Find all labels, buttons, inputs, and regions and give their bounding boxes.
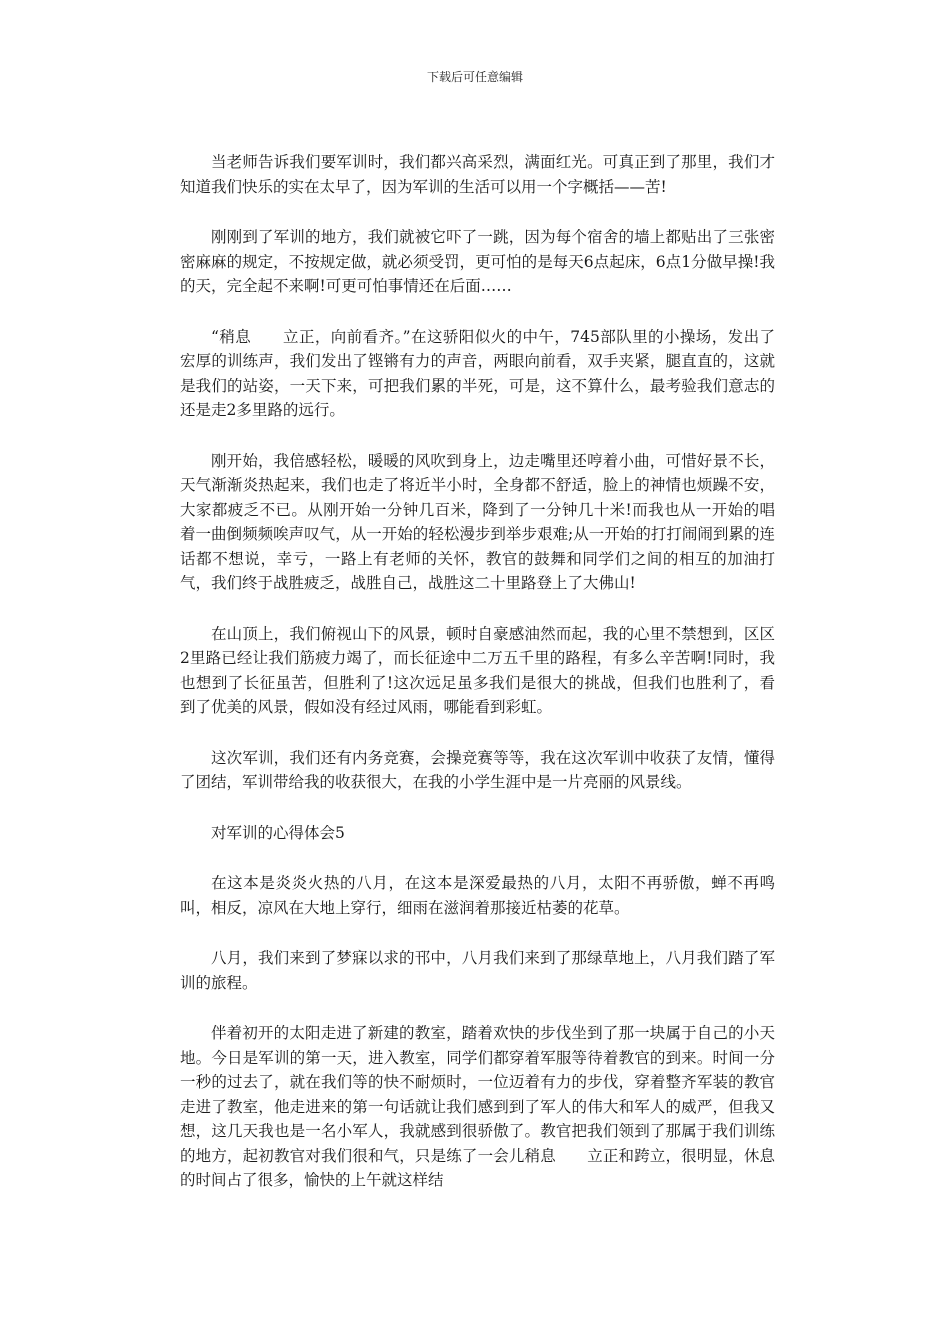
page-header: 下载后可任意编辑: [426, 70, 523, 84]
paragraph-1: 当老师告诉我们要军训时，我们都兴高采烈，满面红光。可真正到了那里，我们才知道我们快乐的实在太早了，因为军训的生活可以用一个字概括——苦!: [180, 153, 775, 196]
paragraph-5: 在山顶上，我们俯视山下的风景，顿时自豪感油然而起，我的心里不禁想到，区区2里路已经让我们筋疲力竭了，而长征途中二万五千里的路程，有多么辛苦啊!同时，我也想到了长征虽苦，但胜利了!这次远足虽多我们是很大的挑战，但我们也胜利了，看到了优美的风景，假如没有经过风雨，哪能看到彩虹。: [180, 624, 775, 716]
section-heading: 对军训的心得体会5: [211, 823, 345, 842]
paragraph-8: 八月，我们来到了梦寐以求的邗中，八月我们来到了那绿草地上，八月我们踏了军训的旅程。: [180, 949, 775, 992]
paragraph-4: 刚开始，我倍感轻松，暖暖的风吹到身上，边走嘴里还哼着小曲，可惜好景不长，天气渐渐炎热起来，我们也走了将近半小时，全身都不舒适，脸上的神情也烦躁不安，大家都疲乏不已。从刚开始一分钟几百米，降到了一分钟几十米!而我也从一开始的唱着一曲倒频频唉声叹气，从一开始的轻松漫步到举步艰难;从一开始的打打闹闹到累的连话都不想说，幸亏，一路上有老师的关怀，教官的鼓舞和同学们之间的相互的加油打气，我们终于战胜疲乏，战胜自己，战胜这二十里路登上了大佛山!: [180, 451, 775, 592]
paragraph-2: 刚刚到了军训的地方，我们就被它吓了一跳，因为每个宿舍的墙上都贴出了三张密密麻麻的规定，不按规定做，就必须受罚，更可怕的是每天6点起床，6点1分做早操!我的天，完全起不来啊!可更可怕事情还在后面……: [180, 228, 775, 295]
document-body: [180, 150, 775, 1219]
paragraph-7: 在这本是炎炎火热的八月，在这本是深爱最热的八月，太阳不再骄傲，蝉不再鸣叫，相反，凉风在大地上穿行，细雨在滋润着那接近枯萎的花草。: [180, 874, 775, 917]
paragraph-3: “稍息 立正，向前看齐。”在这骄阳似火的中午，745部队里的小操场，发出了宏厚的训练声，我们发出了铿锵有力的声音，两眼向前看，双手夹紧，腿直直的，这就是我们的站姿，一天下来，可把我们累的半死，可是，这不算什么，最考验我们意志的还是走2多里路的远行。: [180, 327, 775, 419]
paragraph-9: 伴着初开的太阳走进了新建的教室，踏着欢快的步伐坐到了那一块属于自己的小天地。今日是军训的第一天，进入教室，同学们都穿着军服等待着教官的到来。时间一分一秒的过去了，就在我们等的快不耐烦时，一位迈着有力的步伐，穿着整齐军装的教官走进了教室，他走进来的第一句话就让我们感到到了军人的伟大和军人的威严，但我又想，这几天我也是一名小军人，我就感到很骄傲了。教官把我们领到了那属于我们训练的地方，起初教官对我们很和气，只是练了一会儿稍息 立正和跨立，很明显，休息的时间占了很多，愉快的上午就这样结: [180, 1024, 775, 1189]
paragraph-6: 这次军训，我们还有内务竞赛，会操竞赛等等，我在这次军训中收获了友情，懂得了团结，军训带给我的收获很大，在我的小学生涯中是一片亮丽的风景线。: [180, 748, 775, 791]
